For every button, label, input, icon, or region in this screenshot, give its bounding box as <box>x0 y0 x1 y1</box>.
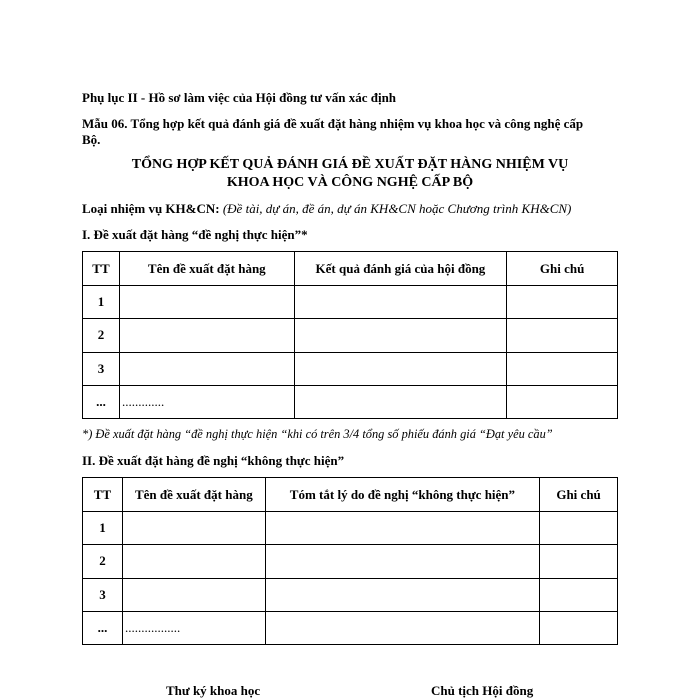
footnote: *) Đề xuất đặt hàng “đề nghị thực hiện “khi có trên 3/4 tổng số phiếu đánh giá “Đạt yêu cầu” <box>82 427 553 441</box>
cell-reason <box>265 611 539 644</box>
column-header-note: Ghi chú <box>540 478 618 512</box>
row-number: ... <box>83 385 120 418</box>
document-title-line-1: TỔNG HỢP KẾT QUẢ ĐÁNH GIÁ ĐỀ XUẤT ĐẶT HÀNG NHIỆM VỤ <box>131 157 569 172</box>
cell-note <box>507 286 618 319</box>
task-type-value: (Đề tài, dự án, đề án, dự án KH&CN hoặc Chương trình KH&CN) <box>222 201 572 216</box>
row-number: ... <box>83 611 123 644</box>
section-2-table <box>82 477 618 645</box>
row-number: 1 <box>83 512 123 545</box>
cell-note <box>540 545 618 578</box>
secretary-signature-label: Thư ký khoa học <box>166 683 261 698</box>
cell-reason <box>265 512 539 545</box>
cell-result <box>294 319 507 352</box>
cell-name <box>119 352 294 385</box>
section-2-heading: II. Đề xuất đặt hàng đề nghị “không thực hiện” <box>82 453 345 468</box>
cell-name: ................. <box>122 611 265 644</box>
table-header-row <box>83 252 618 286</box>
cell-name <box>122 545 265 578</box>
column-header-tt: TT <box>83 252 120 286</box>
cell-result <box>294 286 507 319</box>
cell-note <box>507 319 618 352</box>
cell-name <box>122 578 265 611</box>
table-row <box>83 512 618 545</box>
table-row <box>83 286 618 319</box>
task-type-line <box>82 201 571 217</box>
cell-name <box>119 319 294 352</box>
column-header-reason: Tóm tắt lý do đề nghị “không thực hiện” <box>265 478 539 512</box>
row-number: 2 <box>83 545 123 578</box>
cell-result <box>294 385 507 418</box>
table-row <box>83 352 618 385</box>
cell-name <box>122 512 265 545</box>
cell-note <box>540 512 618 545</box>
column-header-name: Tên đề xuất đặt hàng <box>122 478 265 512</box>
cell-note <box>507 385 618 418</box>
column-header-result: Kết quả đánh giá của hội đồng <box>294 252 507 286</box>
cell-note <box>540 578 618 611</box>
task-type-label: Loại nhiệm vụ KH&CN: <box>82 201 220 216</box>
row-number: 2 <box>83 319 120 352</box>
cell-note <box>540 611 618 644</box>
section-1-table <box>82 251 618 419</box>
row-number: 3 <box>83 578 123 611</box>
section-1-heading: I. Đề xuất đặt hàng “đề nghị thực hiện”* <box>82 227 308 242</box>
chairman-signature-label: Chủ tịch Hội đồng <box>431 683 534 698</box>
cell-reason <box>265 545 539 578</box>
cell-result <box>294 352 507 385</box>
table-row <box>83 578 618 611</box>
form-title-line-1: Mẫu 06. Tổng hợp kết quả đánh giá đề xuất đặt hàng nhiệm vụ khoa học và công nghệ cấp <box>82 116 584 131</box>
table-row <box>83 545 618 578</box>
row-number: 3 <box>83 352 120 385</box>
column-header-note: Ghi chú <box>507 252 618 286</box>
table-row <box>83 385 618 418</box>
cell-reason <box>265 578 539 611</box>
cell-name <box>119 286 294 319</box>
cell-name: ............. <box>119 385 294 418</box>
column-header-tt: TT <box>83 478 123 512</box>
table-row <box>83 611 618 644</box>
row-number: 1 <box>83 286 120 319</box>
table-header-row <box>83 478 618 512</box>
form-title-line-2: Bộ. <box>82 132 101 147</box>
table-row <box>83 319 618 352</box>
cell-note <box>507 352 618 385</box>
document-title-line-2: KHOA HỌC VÀ CÔNG NGHỆ CẤP BỘ <box>226 175 474 190</box>
column-header-name: Tên đề xuất đặt hàng <box>119 252 294 286</box>
appendix-line: Phụ lục II - Hồ sơ làm việc của Hội đồng tư vấn xác định <box>82 90 397 105</box>
